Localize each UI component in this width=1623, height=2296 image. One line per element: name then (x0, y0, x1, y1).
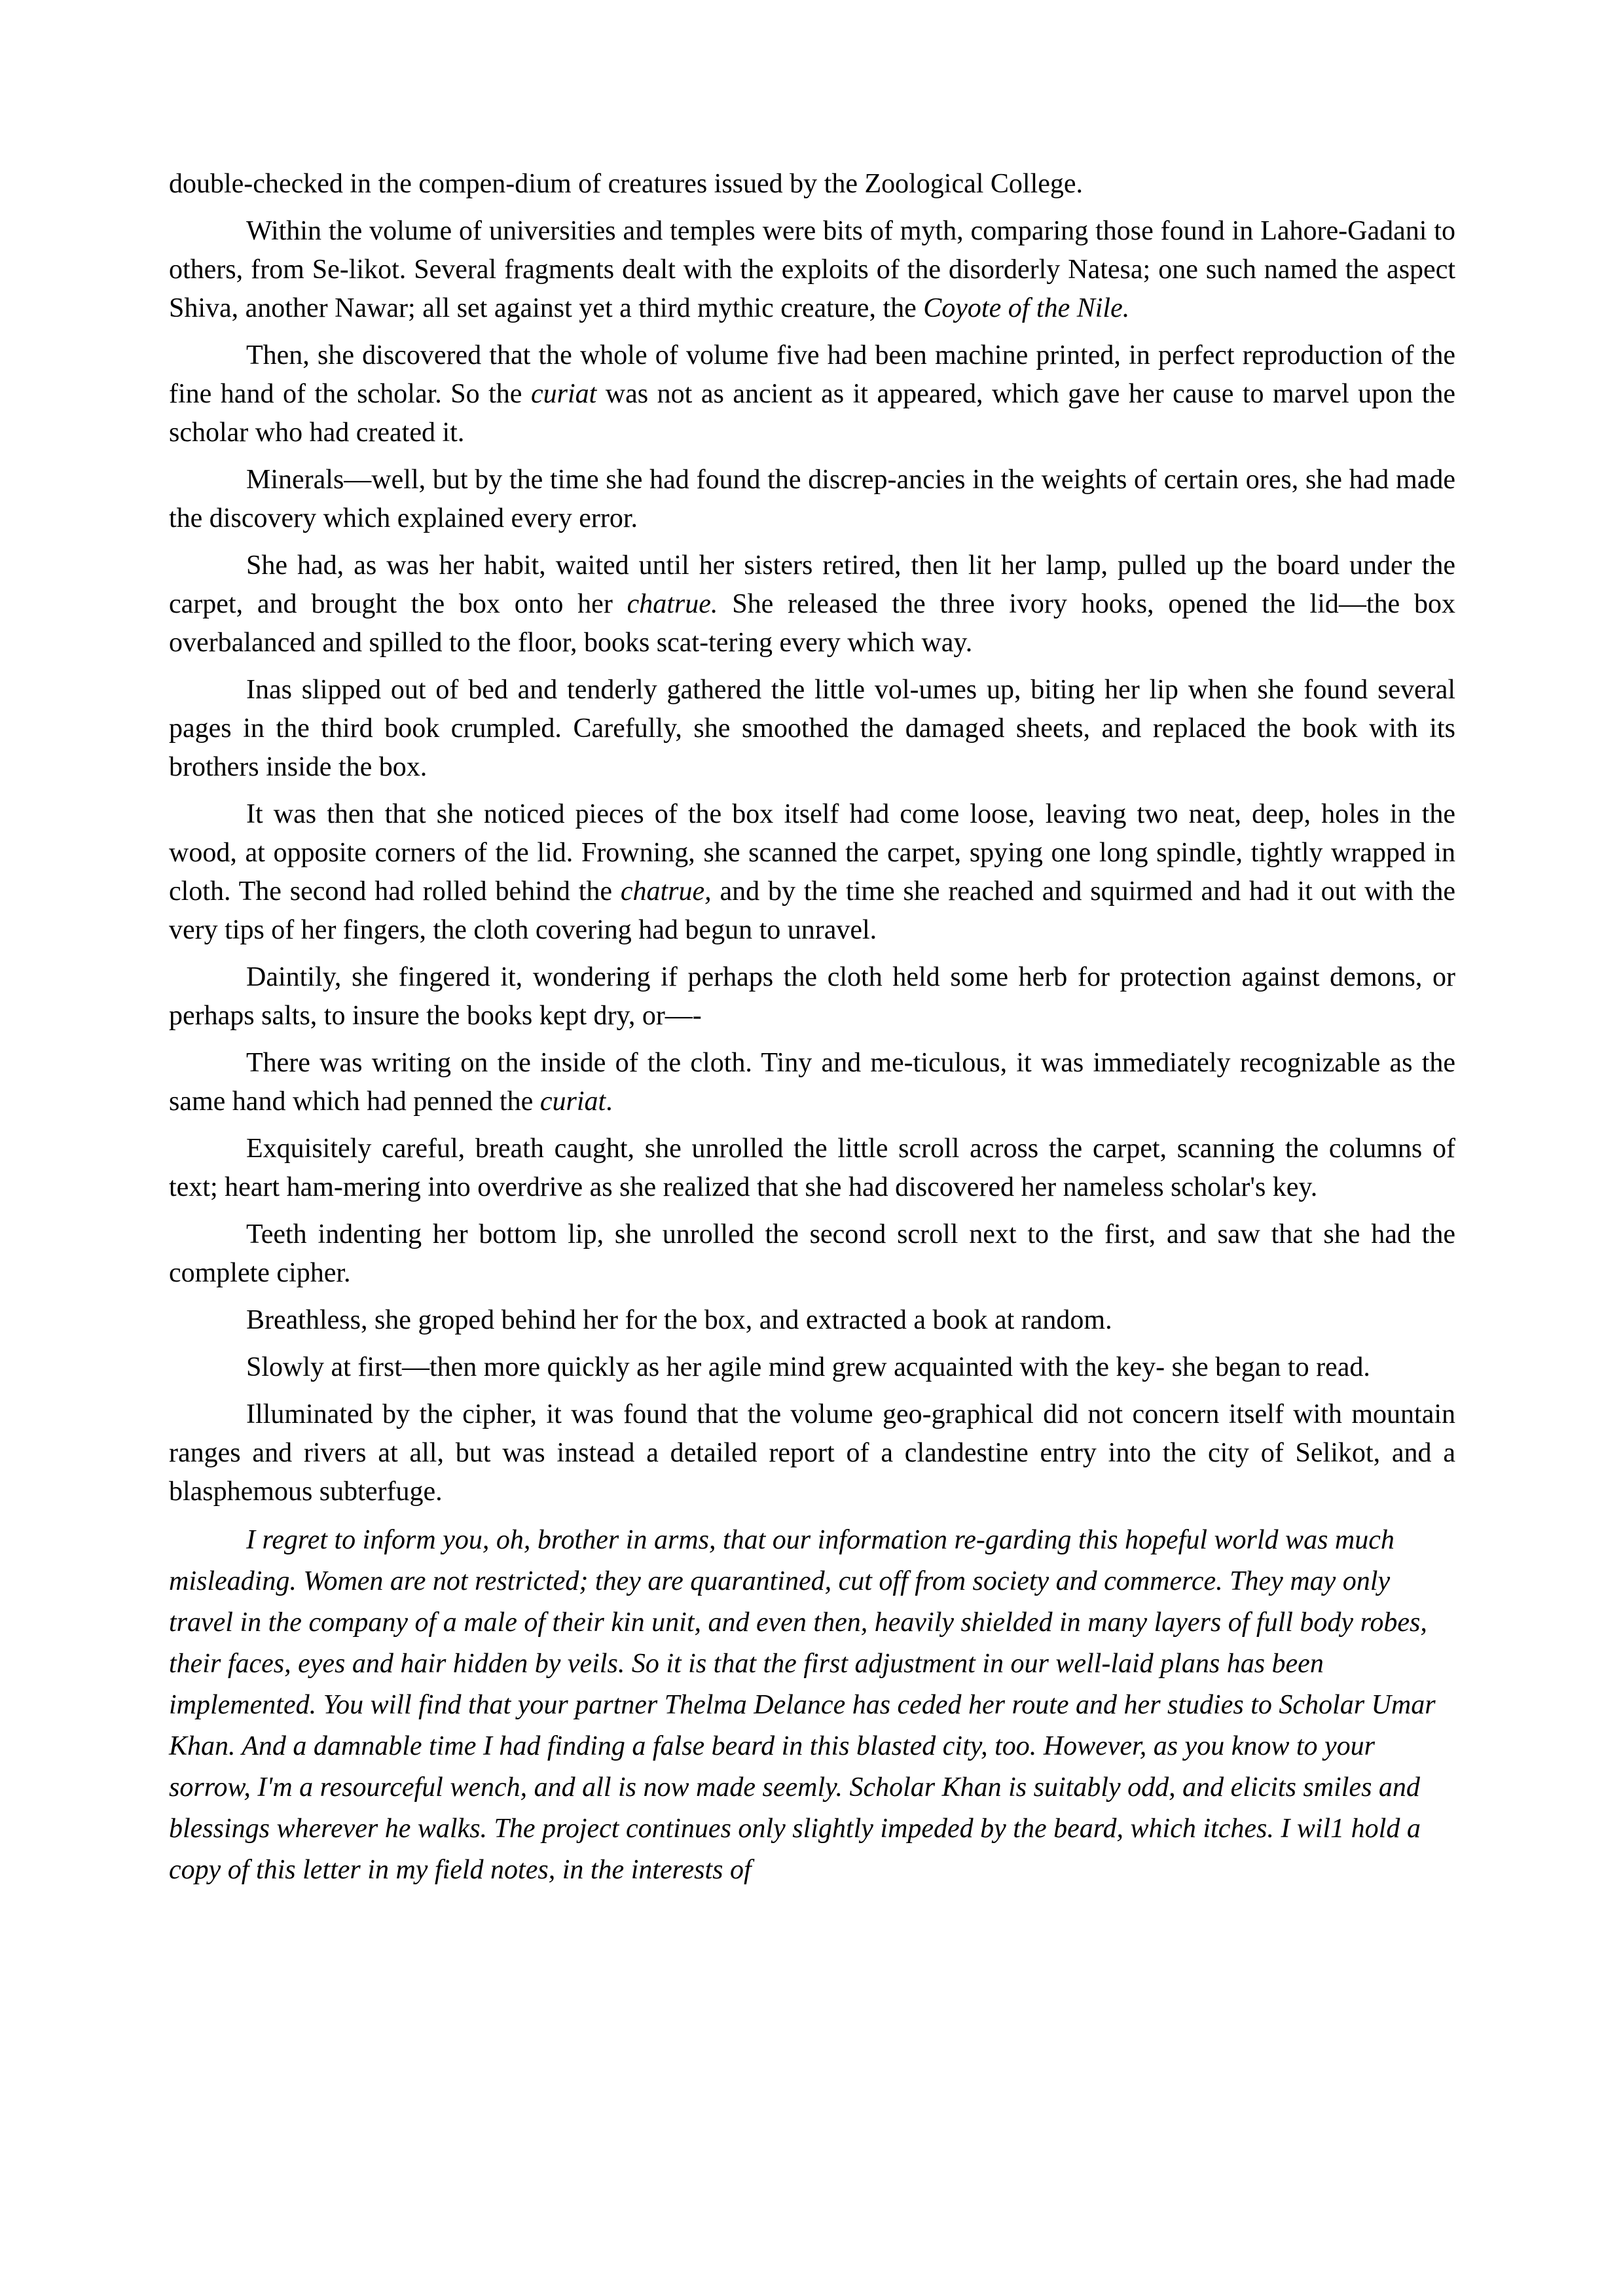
paragraph (169, 1301, 1455, 1340)
text-run: Within the volume of universities and temples were bits of myth, comparing those found in Lahore-Gadani to others, from Se-likot. Several fragments dealt with the exploits of the disorderly Natesa; one such named the aspect Shiva, another Nawar; all set against yet a third mythic creature, the (169, 216, 1455, 323)
paragraph (169, 165, 1455, 204)
paragraph (169, 547, 1455, 662)
italic-text-run: curiat (530, 379, 597, 409)
text-run: was not as ancient as it appeared, which gave her cause to marvel upon the scholar who had created it. (169, 379, 1455, 448)
text-run: Slowly at first—then more quickly as her agile mind grew acquainted with the key- she began to read. (246, 1352, 1370, 1382)
paragraph (169, 1130, 1455, 1207)
italic-text-run: curiat (539, 1086, 606, 1117)
text-run: Illuminated by the cipher, it was found that the volume geo-graphical did not concern itself with mountain ranges and rivers at all, but was instead a detailed report of a clandestine entry into the city of Selikot, and a blasphemous subterfuge. (169, 1399, 1455, 1507)
italic-text-run: I regret to inform you, oh, brother in arms, that our information re-garding this hopeful world was much misleading. Women are not restricted; they are quarantined, cut off from society and commerce. They may only travel in the company of a male of their kin unit, and even then, heavily shielded in many layers of full body robes, their faces, eyes and hair hidden by veils. So it is that the first adjustment in our well-laid plans has been implemented. You will find that your partner Thelma Delance has ceded her route and her studies to Scholar Umar Khan. And a damnable time I had finding a false beard in this blasted city, too. However, as you know to your sorrow, I'm a resourceful wench, and all is now made seemly. Scholar Khan is suitably odd, and elicits smiles and blessings wherever he walks. The project continues only slightly impeded by the beard, which itches. I wil1 hold a copy of this letter in my field notes, in the interests of (169, 1525, 1436, 1885)
paragraph (169, 1520, 1455, 1891)
text-run: It was then that she noticed pieces of the box itself had come loose, leaving two neat, deep, holes in the wood, at opposite corners of the lid. Frowning, she scanned the carpet, spying one long spindle, tightly wrapped in cloth. The second had rolled behind the (169, 799, 1455, 906)
paragraph (169, 461, 1455, 538)
text-run: Daintily, she fingered it, wondering if perhaps the cloth held some herb for protection against demons, or perhaps salts, to insure the books kept dry, or—- (169, 962, 1455, 1031)
text-run: Exquisitely careful, breath caught, she unrolled the little scroll across the carpet, scanning the columns of text; heart ham-mering into overdrive as she realized that she had discovered her nameless scholar's key. (169, 1134, 1455, 1202)
italic-text-run: chatrue. (627, 589, 718, 619)
italic-text-run: Coyote of the Nile. (923, 293, 1130, 323)
text-run: Teeth indenting her bottom lip, she unrolled the second scroll next to the first, and saw that she had the complete cipher. (169, 1219, 1455, 1288)
text-run: Inas slipped out of bed and tenderly gathered the little vol-umes up, biting her lip when she found several pages in the third book crumpled. Carefully, she smoothed the damaged sheets, and replaced the book with its brothers inside the box. (169, 675, 1455, 782)
text-run: double-checked in the compen-dium of creatures issued by the Zoological College. (169, 169, 1084, 199)
paragraph (169, 795, 1455, 950)
paragraph (169, 1215, 1455, 1293)
text-run: and by the time she reached and squirmed and had it out with the very tips of her fingers, the cloth covering had begun to unravel. (169, 876, 1455, 945)
paragraph (169, 212, 1455, 328)
paragraph (169, 958, 1455, 1035)
paragraph (169, 671, 1455, 787)
italic-text-run: chatrue, (620, 876, 712, 906)
text-run: There was writing on the inside of the cloth. Tiny and me-ticulous, it was immediately recognizable as the same hand which had penned the (169, 1048, 1455, 1117)
paragraph (169, 1044, 1455, 1121)
text-run: . (606, 1086, 613, 1117)
text-run: Breathless, she groped behind her for the box, and extracted a book at random. (246, 1305, 1112, 1335)
paragraph (169, 336, 1455, 452)
text-run: Minerals—well, but by the time she had found the discrep-ancies in the weights of certain ores, she had made the discovery which explained every error. (169, 465, 1455, 533)
text-run: Then, she discovered that the whole of volume five had been machine printed, in perfect reproduction of the fine hand of the scholar. So the (169, 340, 1455, 409)
paragraph (169, 1395, 1455, 1511)
text-run: She released the three ivory hooks, opened the lid—the box overbalanced and spilled to the floor, books scat-tering every which way. (169, 589, 1455, 658)
page-text (169, 165, 1455, 1891)
text-run: She had, as was her habit, waited until her sisters retired, then lit her lamp, pulled up the board under the carpet, and brought the box onto her (169, 550, 1455, 619)
paragraph (169, 1348, 1455, 1387)
